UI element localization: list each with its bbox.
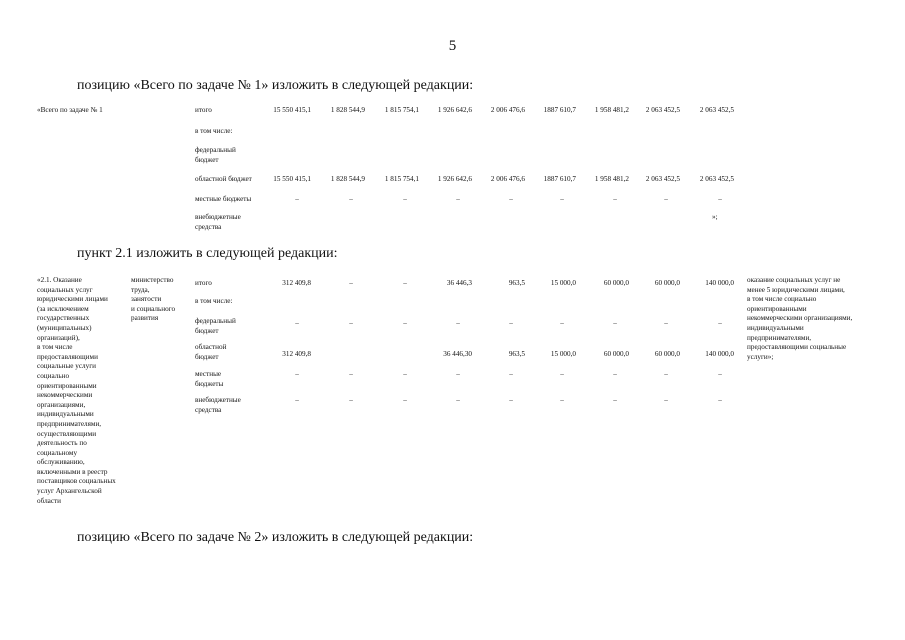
value-cell: 2 063 452,5 xyxy=(699,106,734,114)
description-line: ориентированными xyxy=(37,381,97,390)
value-cell: 1 926 642,6 xyxy=(437,106,472,114)
value-cell: – xyxy=(509,195,513,203)
value-cell: 1 815 754,1 xyxy=(384,175,419,183)
value-cell: – xyxy=(613,319,617,327)
value-cell: – xyxy=(509,319,513,327)
heading-task2: позицию «Всего по задаче № 2» изложить в следующей редакции: xyxy=(77,530,474,545)
value-cell: 1 958 481,2 xyxy=(594,106,629,114)
value-cell: – xyxy=(403,319,407,327)
description-line: предоставляющими xyxy=(37,352,98,361)
value-cell: – xyxy=(349,279,353,287)
result-line: индивидуальными xyxy=(747,323,804,332)
value-cell: – xyxy=(456,370,460,378)
value-cell: – xyxy=(718,396,722,404)
row-label: областной бюджет xyxy=(195,175,252,183)
value-cell: 963,5 xyxy=(508,350,525,358)
value-cell: – xyxy=(664,370,668,378)
item-2-1-result xyxy=(747,276,852,362)
value-cell: 1887 610,7 xyxy=(543,106,576,114)
value-cell: – xyxy=(560,396,564,404)
row-label-line: внебюджетные xyxy=(195,396,241,404)
value-cell: – xyxy=(560,195,564,203)
value-cell: 2 063 452,5 xyxy=(645,175,680,183)
value-cell: – xyxy=(560,370,564,378)
description-line: включенными в реестр xyxy=(37,467,108,476)
value-cell: – xyxy=(403,396,407,404)
value-cell: 1 828 544,9 xyxy=(330,175,365,183)
value-cell: 312 409,8 xyxy=(282,350,311,358)
value-cell: 36 446,3 xyxy=(446,279,472,287)
description-line: деятельность по xyxy=(37,439,87,448)
description-line: услуг Архангельской xyxy=(37,487,102,496)
row-label-line: бюджеты xyxy=(195,379,224,388)
heading-item-2-1: пункт 2.1 изложить в следующей редакции: xyxy=(77,246,338,261)
value-cell: – xyxy=(349,396,353,404)
value-cell: 963,5 xyxy=(508,279,525,287)
value-cell: – xyxy=(613,195,617,203)
description-line: индивидуальными xyxy=(37,410,94,419)
value-cell: 60 000,0 xyxy=(654,279,680,287)
executor-line: министерство xyxy=(131,276,174,284)
row-label: в том числе: xyxy=(195,297,233,305)
row-label: местные бюджеты xyxy=(195,195,252,203)
value-cell: – xyxy=(295,195,299,203)
task1-label: «Всего по задаче № 1 xyxy=(37,106,103,114)
value-cell: 1 828 544,9 xyxy=(330,106,365,114)
item-2-1-executor xyxy=(131,276,175,324)
description-line: в том числе xyxy=(37,343,73,352)
value-cell: – xyxy=(664,396,668,404)
value-cell: 2 006 476,6 xyxy=(490,106,525,114)
row-label-line: бюджет xyxy=(195,155,219,164)
value-cell: – xyxy=(295,319,299,327)
value-cell: 60 000,0 xyxy=(603,350,629,358)
value-cell: – xyxy=(403,370,407,378)
value-cell: – xyxy=(613,396,617,404)
description-line: обслуживанию, xyxy=(37,458,85,467)
value-cell: – xyxy=(349,319,353,327)
row-label-line: бюджет xyxy=(195,326,219,335)
result-line: менее 5 юридическими лицами, xyxy=(747,285,845,294)
value-cell: 60 000,0 xyxy=(603,279,629,287)
row-label-line: внебюджетные xyxy=(195,213,241,221)
value-cell: 2 006 476,6 xyxy=(490,175,525,183)
item-2-1-description xyxy=(37,276,116,506)
value-cell: – xyxy=(456,319,460,327)
description-line: области xyxy=(37,496,62,505)
description-line: поставщиков социальных xyxy=(37,477,116,486)
value-cell: – xyxy=(456,195,460,203)
row-label: итого xyxy=(195,106,212,114)
executor-line: труда, xyxy=(131,285,150,294)
result-line: ориентированными xyxy=(747,304,807,313)
value-cell: 2 063 452,5 xyxy=(645,106,680,114)
description-line: социальному xyxy=(37,448,78,457)
description-line: социальные услуги xyxy=(37,362,97,371)
description-line: (за исключением xyxy=(37,304,89,313)
description-line: «2.1. Оказание xyxy=(37,276,82,284)
value-cell: – xyxy=(613,370,617,378)
value-cell: 1887 610,7 xyxy=(543,175,576,183)
value-cell: 1 926 642,6 xyxy=(437,175,472,183)
row-label-line: средства xyxy=(195,405,222,414)
description-line: организациями, xyxy=(37,400,86,409)
description-line: предпринимателями, xyxy=(37,419,102,428)
value-cell: 36 446,30 xyxy=(443,350,472,358)
row-label-line: местные xyxy=(195,370,222,378)
description-line: социально xyxy=(37,371,70,380)
row-tail: »; xyxy=(712,213,718,221)
description-line: некоммерческими xyxy=(37,391,93,400)
value-cell: – xyxy=(456,396,460,404)
value-cell: – xyxy=(295,396,299,404)
value-cell: 15 000,0 xyxy=(550,350,576,358)
heading-task1: позицию «Всего по задаче № 1» изложить в следующей редакции: xyxy=(77,78,474,93)
executor-line: развития xyxy=(131,314,159,323)
value-cell: – xyxy=(718,195,722,203)
value-cell: 2 063 452,5 xyxy=(699,175,734,183)
value-cell: – xyxy=(718,370,722,378)
executor-line: занятости xyxy=(131,295,162,304)
description-line: социальных услуг xyxy=(37,285,93,294)
value-cell: 15 550 415,1 xyxy=(273,175,311,183)
value-cell: – xyxy=(403,279,407,287)
description-line: осуществляющими xyxy=(37,429,97,438)
row-label-line: федеральный xyxy=(195,146,236,154)
value-cell: 140 000,0 xyxy=(705,350,734,358)
description-line: организаций), xyxy=(37,333,80,342)
value-cell: – xyxy=(664,195,668,203)
value-cell: – xyxy=(560,319,564,327)
row-label-line: федеральный xyxy=(195,317,236,325)
executor-line: и социального xyxy=(131,304,176,313)
row-label-line: средства xyxy=(195,222,222,231)
result-line: услуги»; xyxy=(747,352,774,361)
value-cell: – xyxy=(718,319,722,327)
row-label: в том числе: xyxy=(195,127,233,135)
value-cell: – xyxy=(509,396,513,404)
value-cell: – xyxy=(664,319,668,327)
value-cell: – xyxy=(509,370,513,378)
value-cell: 60 000,0 xyxy=(654,350,680,358)
value-cell: 1 815 754,1 xyxy=(384,106,419,114)
value-cell: 1 958 481,2 xyxy=(594,175,629,183)
row-label-line: областной xyxy=(195,343,227,351)
value-cell: 15 550 415,1 xyxy=(273,106,311,114)
result-line: в том числе социально xyxy=(747,295,817,304)
result-line: оказание социальных услуг не xyxy=(747,276,841,284)
result-line: некоммерческими организациями, xyxy=(747,314,853,323)
row-label-line: бюджет xyxy=(195,352,219,361)
value-cell: – xyxy=(403,195,407,203)
description-line: государственных xyxy=(37,314,90,323)
value-cell: 15 000,0 xyxy=(550,279,576,287)
value-cell: – xyxy=(349,370,353,378)
value-cell: 312 409,8 xyxy=(282,279,311,287)
description-line: (муниципальных) xyxy=(37,323,92,332)
page-number: 5 xyxy=(448,38,457,54)
row-label: итого xyxy=(195,279,212,287)
result-line: предпринимателями, xyxy=(747,333,812,342)
result-line: предоставляющими социальные xyxy=(747,343,847,352)
description-line: юридическими лицами xyxy=(37,295,108,304)
value-cell: – xyxy=(349,195,353,203)
value-cell: 140 000,0 xyxy=(705,279,734,287)
value-cell: – xyxy=(295,370,299,378)
